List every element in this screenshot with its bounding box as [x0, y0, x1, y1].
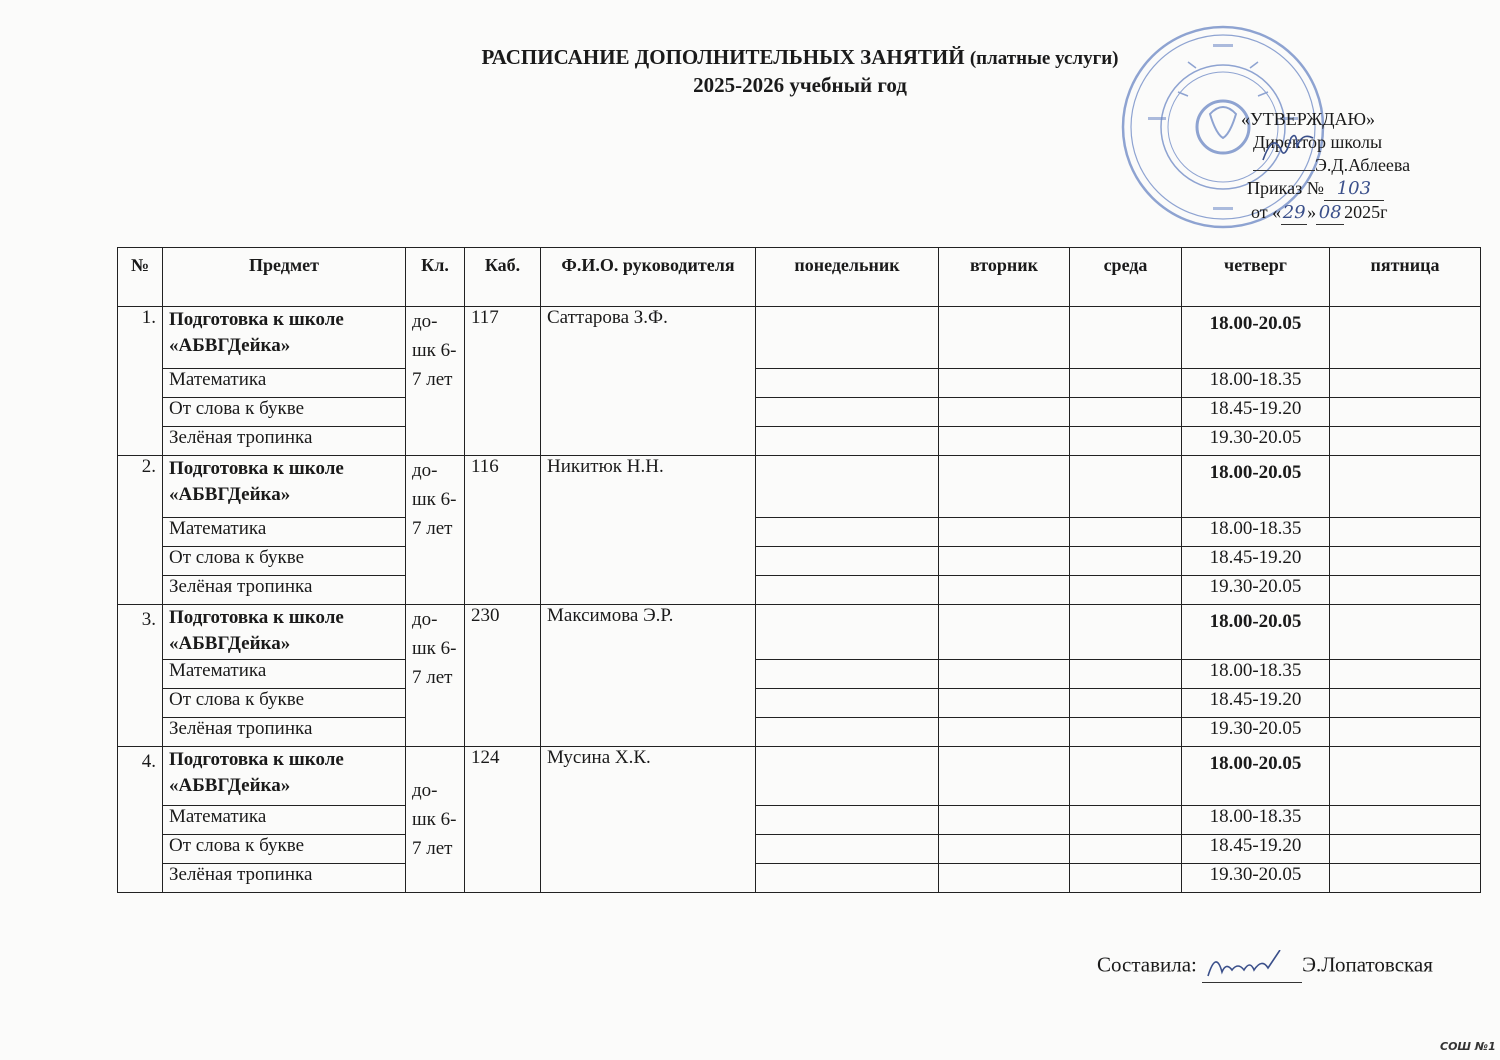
wednesday-cell — [1070, 307, 1182, 369]
tuesday-cell — [939, 547, 1070, 576]
tuesday-cell — [939, 398, 1070, 427]
order-number: 103 — [1324, 177, 1384, 201]
thursday-cell: 18.00-20.05 — [1182, 605, 1330, 660]
header-class: Кл. — [406, 248, 465, 307]
monday-cell — [756, 864, 939, 893]
header-wednesday: среда — [1070, 248, 1182, 307]
main-subject: Подготовка к школе «АБВГДейка» — [163, 605, 406, 660]
subject-cell: Математика — [163, 518, 406, 547]
date-separator: » — [1307, 202, 1317, 222]
thursday-cell: 19.30-20.05 — [1182, 718, 1330, 747]
main-subject: Подготовка к школе «АБВГДейка» — [163, 307, 406, 369]
date-day: 29 — [1282, 202, 1306, 223]
tuesday-cell — [939, 456, 1070, 518]
friday-cell — [1330, 456, 1481, 518]
friday-cell — [1330, 369, 1481, 398]
cabinet-cell: 230 — [465, 605, 541, 747]
thursday-cell: 18.45-19.20 — [1182, 689, 1330, 718]
thursday-cell: 18.45-19.20 — [1182, 835, 1330, 864]
friday-cell — [1330, 398, 1481, 427]
friday-cell — [1330, 835, 1481, 864]
order-date-line — [1235, 201, 1435, 225]
thursday-cell: 18.45-19.20 — [1182, 398, 1330, 427]
subject-cell: От слова к букве — [163, 398, 406, 427]
tuesday-cell — [939, 689, 1070, 718]
subject-cell: Зелёная тропинка — [163, 576, 406, 605]
friday-cell — [1330, 747, 1481, 806]
header-num: № — [118, 248, 163, 307]
thursday-cell: 18.00-18.35 — [1182, 660, 1330, 689]
teacher-cell: Мусина Х.К. — [541, 747, 756, 893]
tuesday-cell — [939, 806, 1070, 835]
title-main: РАСПИСАНИЕ ДОПОЛНИТЕЛЬНЫХ ЗАНЯТИЙ — [481, 45, 965, 69]
cabinet-cell: 116 — [465, 456, 541, 605]
thursday-cell: 18.00-20.05 — [1182, 307, 1330, 369]
title-suffix: (платные услуги) — [969, 48, 1119, 69]
teacher-cell: Максимова Э.Р. — [541, 605, 756, 747]
date-year: 2025г — [1344, 202, 1388, 222]
tuesday-cell — [939, 576, 1070, 605]
friday-cell — [1330, 307, 1481, 369]
friday-cell — [1330, 689, 1481, 718]
tuesday-cell — [939, 369, 1070, 398]
table-row — [118, 689, 1481, 718]
tuesday-cell — [939, 747, 1070, 806]
friday-cell — [1330, 806, 1481, 835]
date-month: 08 — [1316, 201, 1344, 225]
thursday-cell: 19.30-20.05 — [1182, 576, 1330, 605]
class-cell: до-шк 6-7 лет — [406, 605, 465, 747]
class-cell: до-шк 6-7 лет — [406, 456, 465, 605]
wednesday-cell — [1070, 660, 1182, 689]
date-prefix: от « — [1251, 202, 1282, 222]
monday-cell — [756, 427, 939, 456]
tuesday-cell — [939, 518, 1070, 547]
wednesday-cell — [1070, 398, 1182, 427]
header-thursday: четверг — [1182, 248, 1330, 307]
monday-cell — [756, 605, 939, 660]
monday-cell — [756, 747, 939, 806]
table-row — [118, 576, 1481, 605]
approval-label: «УТВЕРЖДАЮ» — [1241, 109, 1376, 129]
tuesday-cell — [939, 307, 1070, 369]
friday-cell — [1330, 576, 1481, 605]
teacher-cell: Никитюк Н.Н. — [541, 456, 756, 605]
table-header-row — [118, 248, 1481, 307]
monday-cell — [756, 547, 939, 576]
wednesday-cell — [1070, 456, 1182, 518]
table-row — [118, 518, 1481, 547]
subject-cell: Математика — [163, 660, 406, 689]
table-row — [118, 369, 1481, 398]
thursday-cell: 18.00-20.05 — [1182, 747, 1330, 806]
tuesday-cell — [939, 660, 1070, 689]
subject-cell: От слова к букве — [163, 547, 406, 576]
friday-cell — [1330, 864, 1481, 893]
cabinet-cell: 124 — [465, 747, 541, 893]
subject-cell: Зелёная тропинка — [163, 427, 406, 456]
academic-year: 2025-2026 учебный год — [693, 73, 907, 97]
row-number: 2. — [118, 456, 163, 605]
subject-cell: Зелёная тропинка — [163, 864, 406, 893]
wednesday-cell — [1070, 518, 1182, 547]
wednesday-cell — [1070, 864, 1182, 893]
director-position: Директор школы — [1253, 132, 1383, 152]
main-subject: Подготовка к школе «АБВГДейка» — [163, 747, 406, 806]
compiled-by-line — [1097, 950, 1433, 983]
table-row — [118, 605, 1481, 660]
friday-cell — [1330, 718, 1481, 747]
wednesday-cell — [1070, 689, 1182, 718]
main-subject: Подготовка к школе «АБВГДейка» — [163, 456, 406, 518]
wednesday-cell — [1070, 747, 1182, 806]
wednesday-cell — [1070, 369, 1182, 398]
monday-cell — [756, 456, 939, 518]
friday-cell — [1330, 427, 1481, 456]
subject-cell: Математика — [163, 806, 406, 835]
wednesday-cell — [1070, 718, 1182, 747]
tuesday-cell — [939, 605, 1070, 660]
monday-cell — [756, 718, 939, 747]
friday-cell — [1330, 547, 1481, 576]
header-cabinet: Каб. — [465, 248, 541, 307]
row-number: 3. — [118, 605, 163, 747]
monday-cell — [756, 806, 939, 835]
monday-cell — [756, 689, 939, 718]
table-row — [118, 307, 1481, 369]
friday-cell — [1330, 660, 1481, 689]
thursday-cell: 18.00-18.35 — [1182, 806, 1330, 835]
tuesday-cell — [939, 864, 1070, 893]
subject-cell: Математика — [163, 369, 406, 398]
teacher-cell: Саттарова З.Ф. — [541, 307, 756, 456]
table-row — [118, 718, 1481, 747]
row-number: 4. — [118, 747, 163, 893]
compiler-signature-icon — [1202, 950, 1302, 983]
table-row — [118, 806, 1481, 835]
wednesday-cell — [1070, 605, 1182, 660]
table-row — [118, 456, 1481, 518]
order-line — [1235, 177, 1435, 201]
wednesday-cell — [1070, 427, 1182, 456]
subject-cell: Зелёная тропинка — [163, 718, 406, 747]
tuesday-cell — [939, 427, 1070, 456]
tuesday-cell — [939, 835, 1070, 864]
header-friday: пятница — [1330, 248, 1481, 307]
wednesday-cell — [1070, 576, 1182, 605]
table-row — [118, 864, 1481, 893]
thursday-cell: 19.30-20.05 — [1182, 427, 1330, 456]
table-row — [118, 747, 1481, 806]
thursday-cell: 18.45-19.20 — [1182, 547, 1330, 576]
compiled-label: Составила: — [1097, 952, 1197, 977]
tuesday-cell — [939, 718, 1070, 747]
director-name: Э.Д.Аблеева — [1315, 155, 1411, 175]
monday-cell — [756, 369, 939, 398]
class-cell: до-шк 6-7 лет — [406, 747, 465, 893]
monday-cell — [756, 398, 939, 427]
table-row — [118, 398, 1481, 427]
header-teacher: Ф.И.О. руководителя — [541, 248, 756, 307]
monday-cell — [756, 835, 939, 864]
subject-cell: От слова к букве — [163, 835, 406, 864]
header-monday: понедельник — [756, 248, 939, 307]
monday-cell — [756, 576, 939, 605]
school-watermark: СОШ №1 — [1440, 1040, 1496, 1053]
schedule-table — [117, 247, 1481, 893]
wednesday-cell — [1070, 806, 1182, 835]
friday-cell — [1330, 518, 1481, 547]
table-row — [118, 427, 1481, 456]
monday-cell — [756, 518, 939, 547]
cabinet-cell: 117 — [465, 307, 541, 456]
subject-cell: От слова к букве — [163, 689, 406, 718]
header-subject: Предмет — [163, 248, 406, 307]
thursday-cell: 18.00-18.35 — [1182, 369, 1330, 398]
header-tuesday: вторник — [939, 248, 1070, 307]
table-row — [118, 835, 1481, 864]
monday-cell — [756, 307, 939, 369]
table-row — [118, 660, 1481, 689]
compiler-name: Э.Лопатовская — [1302, 952, 1433, 977]
class-cell: до-шк 6-7 лет — [406, 307, 465, 456]
table-row — [118, 547, 1481, 576]
thursday-cell: 19.30-20.05 — [1182, 864, 1330, 893]
director-signature-icon — [1258, 130, 1318, 170]
row-number: 1. — [118, 307, 163, 456]
thursday-cell: 18.00-20.05 — [1182, 456, 1330, 518]
friday-cell — [1330, 605, 1481, 660]
wednesday-cell — [1070, 547, 1182, 576]
wednesday-cell — [1070, 835, 1182, 864]
monday-cell — [756, 660, 939, 689]
order-label: Приказ № — [1247, 178, 1324, 198]
thursday-cell: 18.00-18.35 — [1182, 518, 1330, 547]
